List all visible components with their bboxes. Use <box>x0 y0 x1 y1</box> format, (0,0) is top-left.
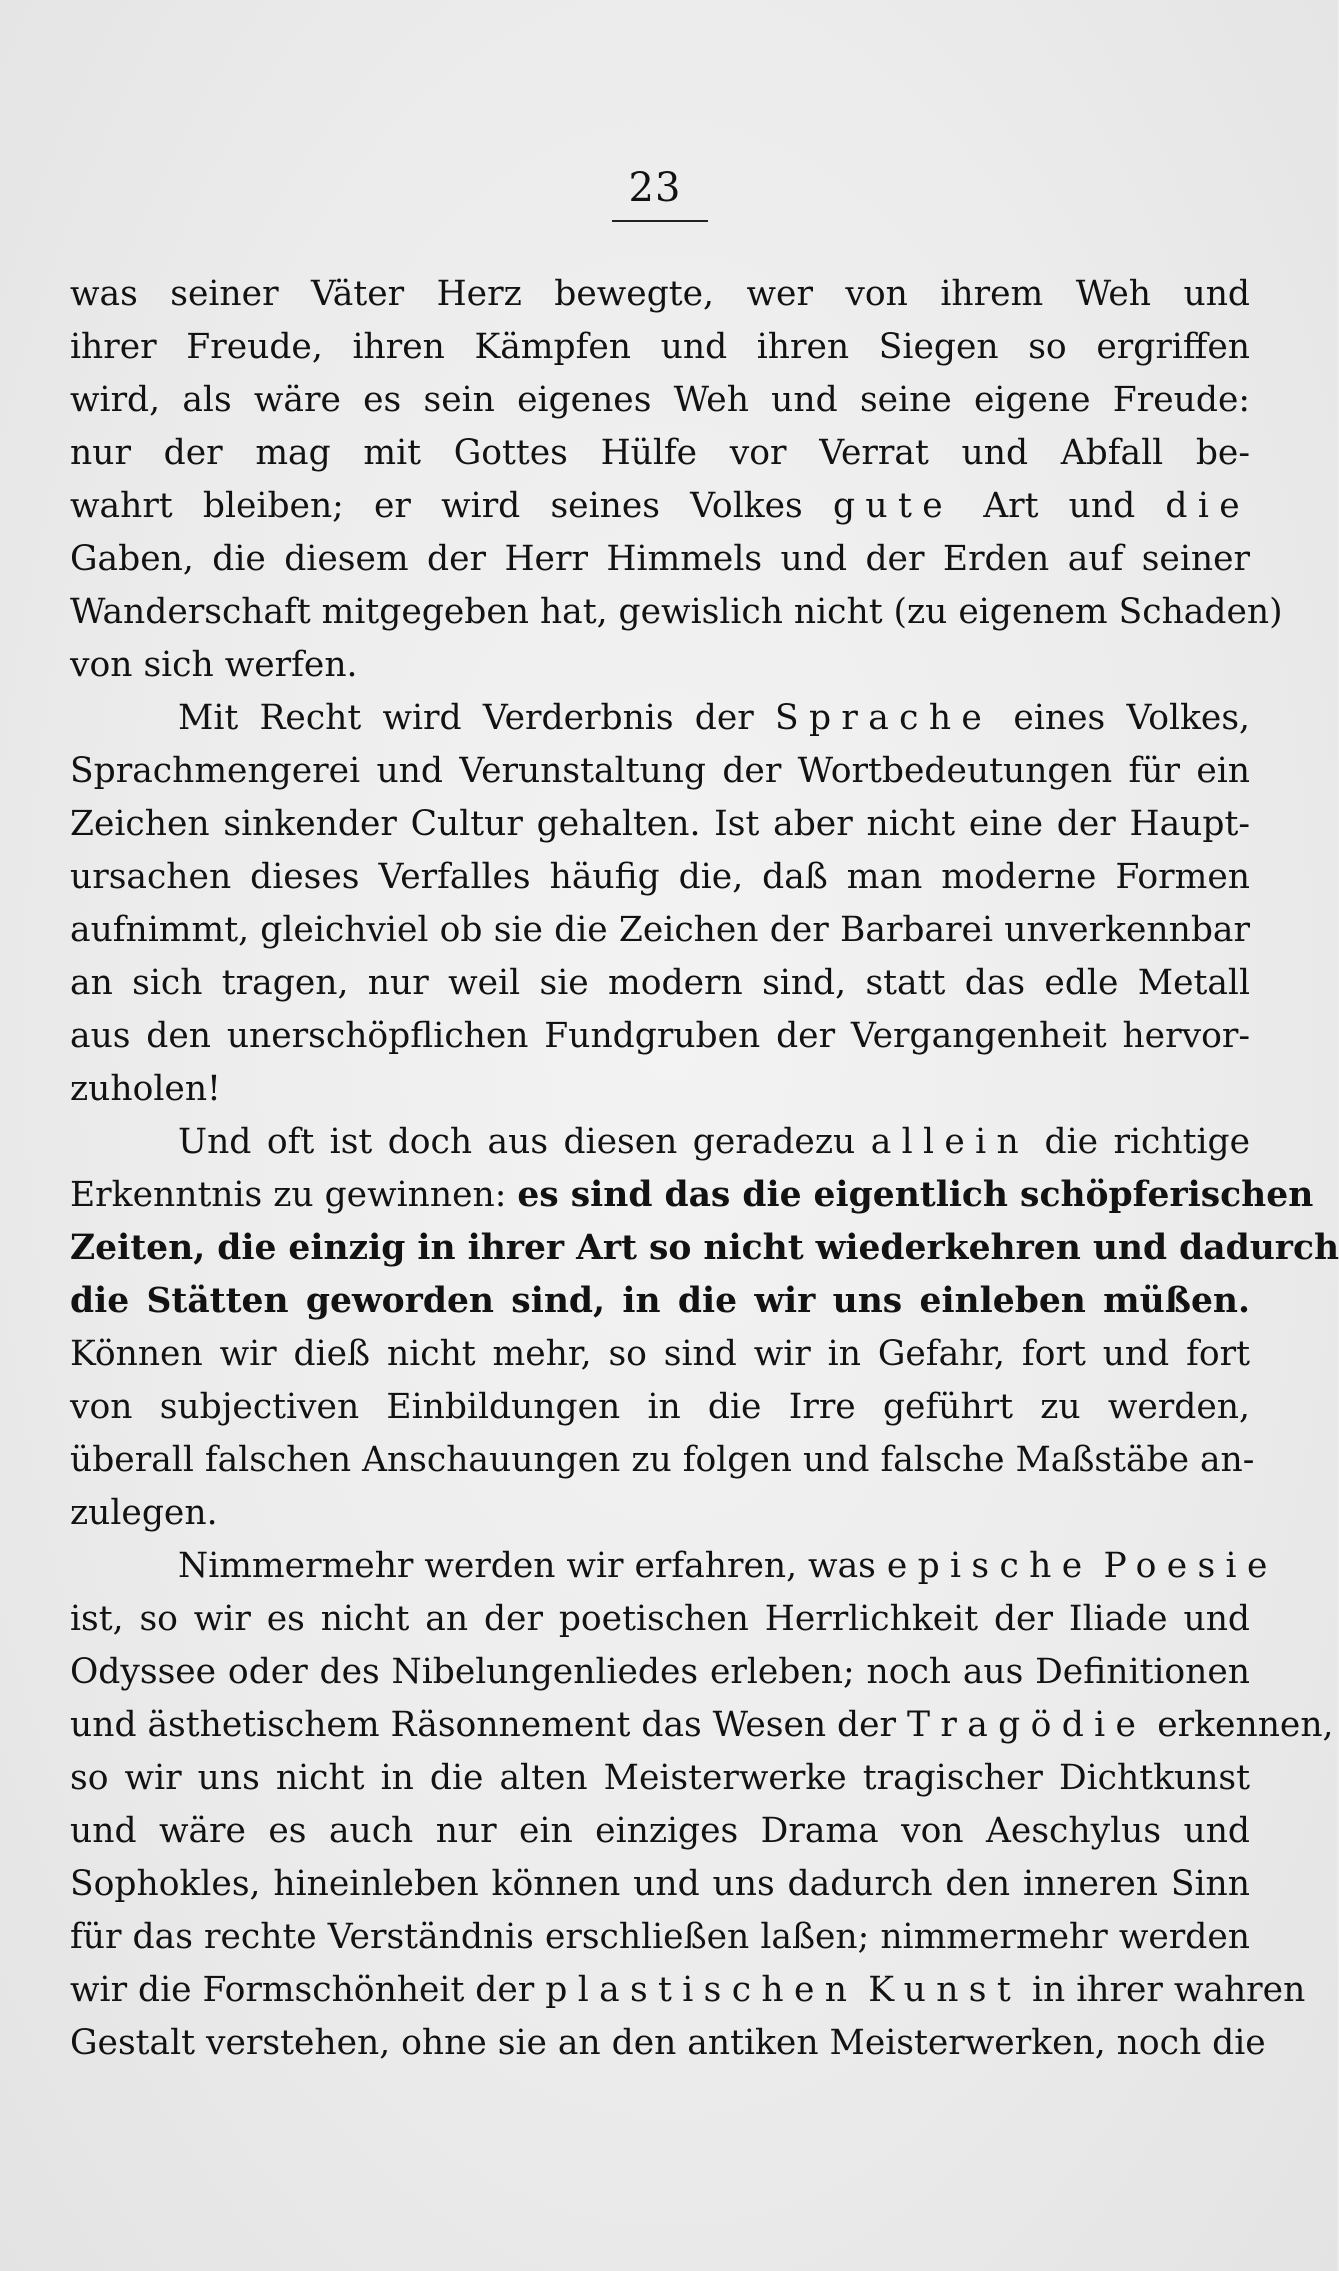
text-segment: in ihrer wahren <box>1021 1970 1306 2010</box>
page-number-rule <box>612 220 708 222</box>
text-line <box>70 1169 1314 1222</box>
text-line: ihrer Freude, ihren Kämpfen und ihren Siegen so ergriffen <box>70 327 1250 367</box>
text-segment: Poesie <box>1103 1546 1278 1586</box>
text-line <box>70 1699 1334 1752</box>
page-number: 23 <box>628 165 682 211</box>
text-line: nur der mag mit Gottes Hülfe vor Verrat und Abfall be- <box>70 433 1250 473</box>
text-line: und wäre es auch nur ein einziges Drama von Aeschylus und <box>70 1811 1250 1851</box>
text-line: überall falschen Anschauungen zu folgen und falsche Maßstäbe an- <box>70 1440 1255 1480</box>
text-line: Gaben, die diesem der Herr Himmels und der Erden auf seiner <box>70 539 1250 579</box>
text-line: ist, so wir es nicht an der poetischen Herrlichkeit der Iliade und <box>70 1599 1250 1639</box>
text-line: aus den unerschöpflichen Fundgruben der Vergangenheit hervor- <box>70 1016 1250 1056</box>
text-line: Sophokles, hineinleben können und uns dadurch den inneren Sinn <box>70 1864 1250 1904</box>
text-segment: Mit Recht wird Verderbnis der <box>178 698 775 738</box>
text-line <box>70 1116 1250 1169</box>
text-line: an sich tragen, nur weil sie modern sind, statt das edle Metall <box>70 963 1250 1003</box>
text-line: die Stätten geworden sind, in die wir uns einleben müßen. <box>70 1281 1250 1321</box>
text-line: von subjectiven Einbildungen in die Irre geführt zu werden, <box>70 1387 1250 1427</box>
text-line: Zeichen sinkender Cultur gehalten. Ist aber nicht eine der Haupt- <box>70 804 1250 844</box>
text-segment: eines Volkes, <box>992 698 1250 738</box>
text-segment: und ästhetischem Räsonnement das Wesen der <box>70 1705 908 1745</box>
text-segment: Tragödie <box>907 1705 1147 1745</box>
text-segment: Und oft ist doch aus diesen geradezu <box>178 1122 871 1162</box>
text-line: Sprachmengerei und Verunstaltung der Wortbedeutungen für ein <box>70 751 1250 791</box>
text-segment: die <box>1165 486 1251 526</box>
text-line: zuholen! <box>70 1069 221 1109</box>
text-segment: allein <box>870 1122 1030 1162</box>
text-line: von sich werfen. <box>70 645 358 685</box>
text-line: Gestalt verstehen, ohne sie an den antiken Meisterwerken, noch die <box>70 2023 1266 2063</box>
text-segment: wir die Formschönheit der <box>70 1970 546 2010</box>
text-segment: es sind das die eigentlich schöpferischen <box>517 1175 1314 1215</box>
text-segment: Art und <box>952 486 1166 526</box>
text-line: Wanderschaft mitgegeben hat, gewislich nicht (zu eigenem Schaden) <box>70 592 1283 632</box>
text-line <box>70 692 1250 745</box>
text-segment: Nimmermehr werden wir erfahren, was <box>178 1546 887 1586</box>
text-segment: plastischen <box>545 1970 858 2010</box>
text-line <box>70 480 1250 533</box>
text-line: was seiner Väter Herz bewegte, wer von ihrem Weh und <box>70 274 1250 314</box>
text-line: für das rechte Verständnis erschließen laßen; nimmermehr werden <box>70 1917 1250 1957</box>
text-segment: Kunst <box>868 1970 1022 2010</box>
text-segment: gute <box>832 486 953 526</box>
text-line <box>70 1964 1306 2017</box>
text-line: aufnimmt, gleichviel ob sie die Zeichen der Barbarei unverkennbar <box>70 910 1250 950</box>
text-segment: erkennen, <box>1146 1705 1334 1745</box>
text-segment <box>857 1970 868 2010</box>
body-text <box>70 268 1339 2070</box>
text-line: so wir uns nicht in die alten Meisterwerke tragischer Dichtkunst <box>70 1758 1250 1798</box>
text-line: Odyssee oder des Nibelungenliedes erleben; noch aus Definitionen <box>70 1652 1250 1692</box>
text-segment: Sprache <box>775 698 993 738</box>
text-segment: wahrt bleiben; er wird seines Volkes <box>70 486 833 526</box>
text-line: ursachen dieses Verfalles häufig die, daß man moderne Formen <box>70 857 1250 897</box>
text-line: wird, als wäre es sein eigenes Weh und seine eigene Freude: <box>70 380 1250 420</box>
text-line: Zeiten, die einzig in ihrer Art so nicht wiederkehren und dadurch <box>70 1228 1339 1268</box>
text-line <box>70 1540 1278 1593</box>
text-segment: die richtige <box>1029 1122 1250 1162</box>
text-line: Können wir dieß nicht mehr, so sind wir in Gefahr, fort und fort <box>70 1334 1250 1374</box>
text-segment <box>1092 1546 1103 1586</box>
text-segment: epische <box>886 1546 1093 1586</box>
text-segment: Erkenntnis zu gewinnen: <box>70 1175 518 1215</box>
text-line: zulegen. <box>70 1493 218 1533</box>
